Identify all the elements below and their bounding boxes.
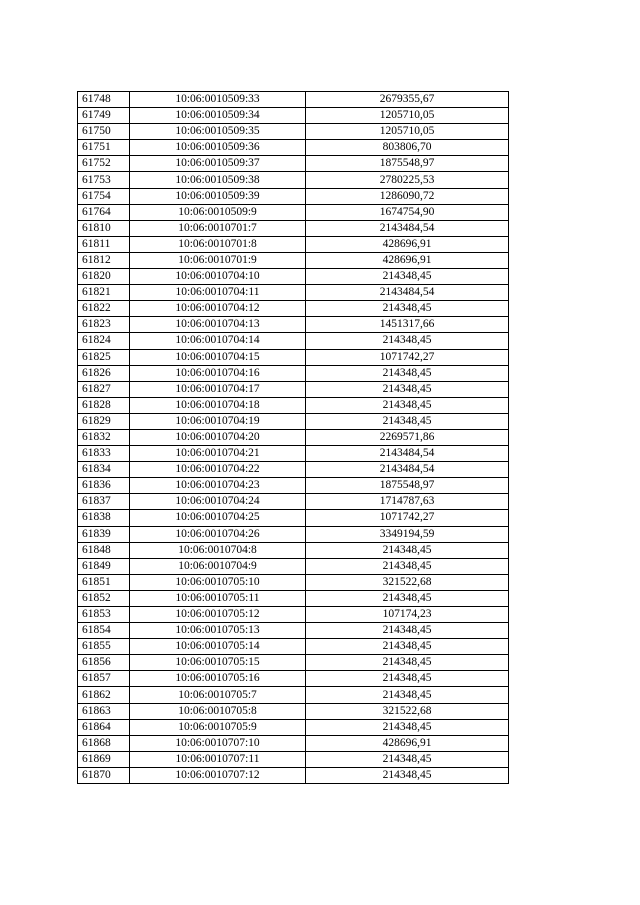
row-id-cell: 61822 [78,301,130,317]
amount-cell: 214348,45 [306,397,509,413]
cadastral-number-cell: 10:06:0010701:9 [130,252,306,268]
row-id-cell: 61820 [78,269,130,285]
table-row [78,510,509,526]
row-id-cell: 61811 [78,236,130,252]
row-id-cell: 61851 [78,574,130,590]
cadastral-number-cell: 10:06:0010704:9 [130,558,306,574]
table-row [78,333,509,349]
row-id-cell: 61824 [78,333,130,349]
amount-cell: 428696,91 [306,735,509,751]
cadastral-number-cell: 10:06:0010704:14 [130,333,306,349]
amount-cell: 428696,91 [306,252,509,268]
cadastral-number-cell: 10:06:0010704:11 [130,285,306,301]
cadastral-number-cell: 10:06:0010704:8 [130,542,306,558]
cadastral-number-cell: 10:06:0010707:11 [130,751,306,767]
amount-cell: 214348,45 [306,558,509,574]
amount-cell: 2143484,54 [306,446,509,462]
cadastral-number-cell: 10:06:0010707:12 [130,767,306,783]
data-table [77,91,509,784]
row-id-cell: 61753 [78,172,130,188]
table-row [78,494,509,510]
table-row [78,607,509,623]
table-row [78,687,509,703]
row-id-cell: 61855 [78,639,130,655]
row-id-cell: 61852 [78,590,130,606]
table-row [78,156,509,172]
row-id-cell: 61839 [78,526,130,542]
cadastral-number-cell: 10:06:0010704:13 [130,317,306,333]
amount-cell: 214348,45 [306,301,509,317]
amount-cell: 1071742,27 [306,349,509,365]
amount-cell: 214348,45 [306,381,509,397]
cadastral-number-cell: 10:06:0010509:35 [130,124,306,140]
row-id-cell: 61750 [78,124,130,140]
amount-cell: 214348,45 [306,719,509,735]
table-row [78,188,509,204]
row-id-cell: 61752 [78,156,130,172]
cadastral-number-cell: 10:06:0010705:8 [130,703,306,719]
cadastral-number-cell: 10:06:0010704:15 [130,349,306,365]
cadastral-number-cell: 10:06:0010707:10 [130,735,306,751]
amount-cell: 214348,45 [306,671,509,687]
row-id-cell: 61832 [78,429,130,445]
amount-cell: 2679355,67 [306,92,509,108]
amount-cell: 2143484,54 [306,220,509,236]
table-row [78,365,509,381]
amount-cell: 1205710,05 [306,124,509,140]
amount-cell: 1714787,63 [306,494,509,510]
amount-cell: 321522,68 [306,703,509,719]
table-row [78,542,509,558]
table-row [78,108,509,124]
row-id-cell: 61829 [78,413,130,429]
amount-cell: 1674754,90 [306,204,509,220]
row-id-cell: 61823 [78,317,130,333]
cadastral-number-cell: 10:06:0010705:16 [130,671,306,687]
table-row [78,397,509,413]
table-row [78,124,509,140]
row-id-cell: 61834 [78,462,130,478]
cadastral-number-cell: 10:06:0010705:12 [130,607,306,623]
amount-cell: 107174,23 [306,607,509,623]
row-id-cell: 61837 [78,494,130,510]
row-id-cell: 61838 [78,510,130,526]
table-row [78,671,509,687]
cadastral-number-cell: 10:06:0010704:25 [130,510,306,526]
table-row [78,623,509,639]
cadastral-number-cell: 10:06:0010704:17 [130,381,306,397]
cadastral-number-cell: 10:06:0010701:7 [130,220,306,236]
amount-cell: 214348,45 [306,687,509,703]
table-row [78,558,509,574]
row-id-cell: 61857 [78,671,130,687]
table-row [78,526,509,542]
amount-cell: 803806,70 [306,140,509,156]
cadastral-number-cell: 10:06:0010509:37 [130,156,306,172]
row-id-cell: 61856 [78,655,130,671]
amount-cell: 1451317,66 [306,317,509,333]
cadastral-number-cell: 10:06:0010509:34 [130,108,306,124]
table-row [78,301,509,317]
cadastral-number-cell: 10:06:0010704:16 [130,365,306,381]
amount-cell: 214348,45 [306,639,509,655]
cadastral-number-cell: 10:06:0010705:10 [130,574,306,590]
table-row [78,719,509,735]
cadastral-number-cell: 10:06:0010509:9 [130,204,306,220]
table-row [78,236,509,252]
cadastral-number-cell: 10:06:0010704:20 [130,429,306,445]
cadastral-number-cell: 10:06:0010705:15 [130,655,306,671]
row-id-cell: 61748 [78,92,130,108]
row-id-cell: 61868 [78,735,130,751]
table-row [78,92,509,108]
cadastral-number-cell: 10:06:0010705:13 [130,623,306,639]
table-row [78,269,509,285]
cadastral-number-cell: 10:06:0010704:21 [130,446,306,462]
amount-cell: 1875548,97 [306,156,509,172]
row-id-cell: 61825 [78,349,130,365]
table-row [78,462,509,478]
row-id-cell: 61754 [78,188,130,204]
row-id-cell: 61828 [78,397,130,413]
cadastral-number-cell: 10:06:0010705:11 [130,590,306,606]
cadastral-number-cell: 10:06:0010704:12 [130,301,306,317]
row-id-cell: 61869 [78,751,130,767]
amount-cell: 214348,45 [306,413,509,429]
amount-cell: 428696,91 [306,236,509,252]
table-body [78,92,509,784]
amount-cell: 214348,45 [306,767,509,783]
row-id-cell: 61821 [78,285,130,301]
table-row [78,703,509,719]
table-row [78,140,509,156]
table-row [78,349,509,365]
row-id-cell: 61863 [78,703,130,719]
table-row [78,751,509,767]
row-id-cell: 61853 [78,607,130,623]
table-row [78,413,509,429]
row-id-cell: 61864 [78,719,130,735]
row-id-cell: 61854 [78,623,130,639]
row-id-cell: 61810 [78,220,130,236]
amount-cell: 214348,45 [306,751,509,767]
row-id-cell: 61812 [78,252,130,268]
row-id-cell: 61751 [78,140,130,156]
row-id-cell: 61826 [78,365,130,381]
table-row [78,172,509,188]
table-row [78,317,509,333]
cadastral-number-cell: 10:06:0010704:10 [130,269,306,285]
table-row [78,220,509,236]
row-id-cell: 61870 [78,767,130,783]
amount-cell: 2143484,54 [306,285,509,301]
table-row [78,655,509,671]
cadastral-number-cell: 10:06:0010509:33 [130,92,306,108]
row-id-cell: 61833 [78,446,130,462]
cadastral-number-cell: 10:06:0010704:18 [130,397,306,413]
cadastral-number-cell: 10:06:0010704:22 [130,462,306,478]
table-row [78,446,509,462]
row-id-cell: 61836 [78,478,130,494]
amount-cell: 1875548,97 [306,478,509,494]
amount-cell: 214348,45 [306,623,509,639]
cadastral-number-cell: 10:06:0010701:8 [130,236,306,252]
table-row [78,735,509,751]
cadastral-number-cell: 10:06:0010705:7 [130,687,306,703]
amount-cell: 214348,45 [306,269,509,285]
cadastral-number-cell: 10:06:0010704:23 [130,478,306,494]
row-id-cell: 61862 [78,687,130,703]
amount-cell: 321522,68 [306,574,509,590]
cadastral-number-cell: 10:06:0010509:39 [130,188,306,204]
cadastral-number-cell: 10:06:0010509:36 [130,140,306,156]
table-row [78,767,509,783]
table-row [78,478,509,494]
table-row [78,285,509,301]
amount-cell: 2780225,53 [306,172,509,188]
amount-cell: 214348,45 [306,333,509,349]
cadastral-number-cell: 10:06:0010704:26 [130,526,306,542]
amount-cell: 3349194,59 [306,526,509,542]
cadastral-number-cell: 10:06:0010704:24 [130,494,306,510]
amount-cell: 2143484,54 [306,462,509,478]
amount-cell: 214348,45 [306,542,509,558]
amount-cell: 2269571,86 [306,429,509,445]
row-id-cell: 61764 [78,204,130,220]
table-row [78,590,509,606]
cadastral-number-cell: 10:06:0010509:38 [130,172,306,188]
table-row [78,252,509,268]
table-row [78,204,509,220]
amount-cell: 214348,45 [306,365,509,381]
table-row [78,381,509,397]
row-id-cell: 61848 [78,542,130,558]
amount-cell: 214348,45 [306,590,509,606]
table-row [78,574,509,590]
table-row [78,639,509,655]
amount-cell: 1205710,05 [306,108,509,124]
cadastral-number-cell: 10:06:0010705:14 [130,639,306,655]
amount-cell: 214348,45 [306,655,509,671]
cadastral-number-cell: 10:06:0010704:19 [130,413,306,429]
row-id-cell: 61749 [78,108,130,124]
row-id-cell: 61827 [78,381,130,397]
row-id-cell: 61849 [78,558,130,574]
cadastral-number-cell: 10:06:0010705:9 [130,719,306,735]
table-row [78,429,509,445]
amount-cell: 1071742,27 [306,510,509,526]
amount-cell: 1286090,72 [306,188,509,204]
